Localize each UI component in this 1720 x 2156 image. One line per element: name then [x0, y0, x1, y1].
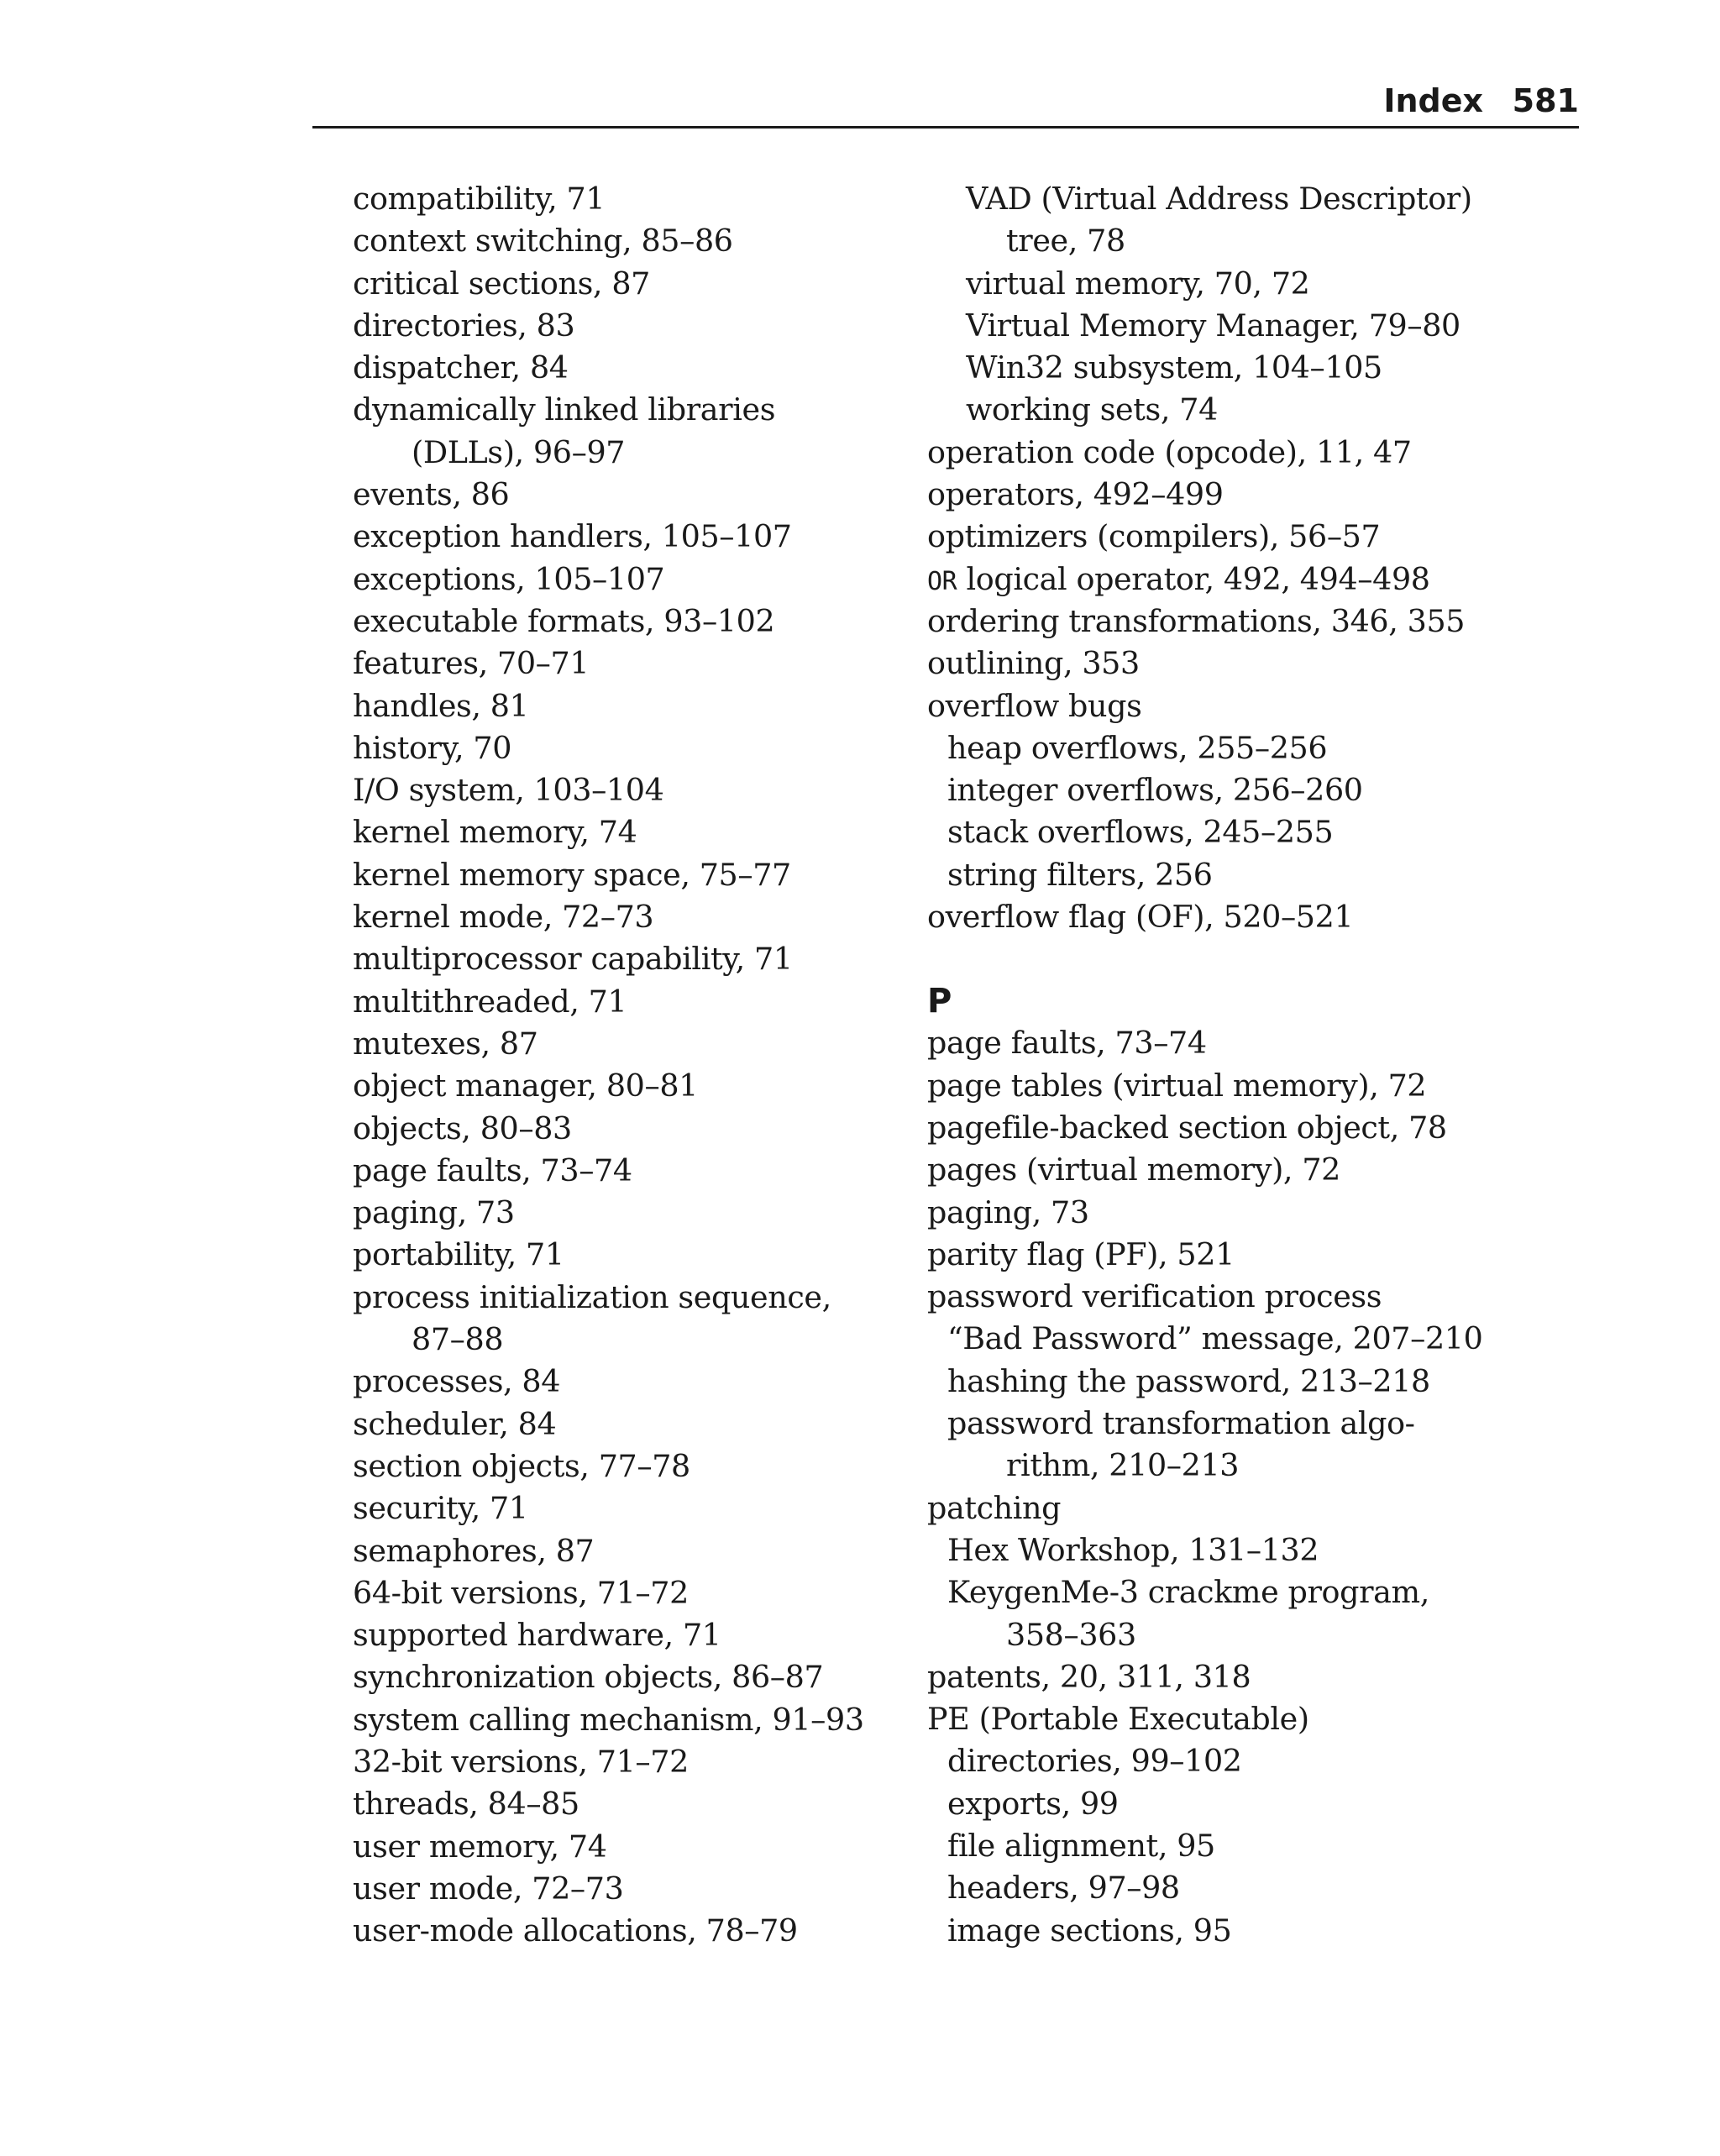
index-entry: kernel memory space, 75–77	[353, 856, 791, 893]
index-subentry: working sets, 74	[966, 391, 1218, 428]
index-entry: multithreaded, 71	[353, 983, 627, 1020]
index-entry: portability, 71	[353, 1236, 564, 1273]
index-entry: threads, 84–85	[353, 1786, 579, 1823]
index-entry: process initialization sequence,	[353, 1278, 831, 1315]
index-entry: mutexes, 87	[353, 1025, 538, 1062]
index-entry: paging, 73	[353, 1194, 515, 1231]
index-entry: section objects, 77–78	[353, 1447, 690, 1484]
index-entry: scheduler, 84	[353, 1405, 557, 1442]
index-entry: patents, 20, 311, 318	[927, 1658, 1251, 1695]
index-entry: operators, 492–499	[927, 476, 1224, 513]
index-subentry: string filters, 256	[947, 856, 1213, 893]
index-entry: 64-bit versions, 71–72	[353, 1574, 689, 1611]
index-subentry: “Bad Password” message, 207–210	[947, 1320, 1483, 1357]
index-subentry: KeygenMe-3 crackme program,	[947, 1574, 1429, 1611]
index-entry: semaphores, 87	[353, 1532, 595, 1569]
index-entry: history, 70	[353, 729, 512, 766]
index-entry: PE (Portable Executable)	[927, 1701, 1309, 1738]
index-subentry: virtual memory, 70, 72	[966, 265, 1310, 302]
index-entry-text: logical operator, 492, 494–498	[957, 560, 1430, 597]
index-entry: security, 71	[353, 1490, 528, 1527]
index-entry: objects, 80–83	[353, 1109, 572, 1146]
running-header	[312, 77, 1579, 129]
index-entry: executable formats, 93–102	[353, 602, 775, 639]
index-entry: features, 70–71	[353, 645, 590, 682]
index-entry: paging, 73	[927, 1193, 1089, 1230]
index-entry: user mode, 72–73	[353, 1870, 624, 1907]
index-entry: parity flag (PF), 521	[927, 1235, 1235, 1272]
index-entry-continuation: 87–88	[412, 1321, 504, 1358]
index-entry-continuation: tree, 78	[1006, 223, 1125, 260]
index-entry: synchronization objects, 86–87	[353, 1659, 824, 1696]
index-entry: I/O system, 103–104	[353, 772, 664, 809]
index-entry-continuation: rithm, 210–213	[1006, 1447, 1240, 1484]
index-entry: kernel mode, 72–73	[353, 899, 654, 936]
index-entry: outlining, 353	[927, 645, 1140, 682]
index-entry: kernel memory, 74	[353, 814, 637, 851]
index-entry: page faults, 73–74	[353, 1151, 632, 1188]
index-subentry: Win32 subsystem, 104–105	[966, 349, 1382, 386]
index-entry: 32-bit versions, 71–72	[353, 1743, 689, 1780]
index-entry: pagefile-backed section object, 78	[927, 1109, 1447, 1146]
index-subentry: headers, 97–98	[947, 1870, 1180, 1907]
index-entry: page faults, 73–74	[927, 1025, 1207, 1062]
index-entry: dispatcher, 84	[353, 349, 569, 386]
index-entry: events, 86	[353, 476, 510, 513]
index-entry: user memory, 74	[353, 1828, 607, 1865]
index-subentry: stack overflows, 245–255	[947, 814, 1334, 851]
page-number: 581	[1512, 82, 1579, 119]
section-letter-heading: P	[927, 982, 952, 1021]
header-title: Index	[1383, 82, 1483, 119]
index-entry: system calling mechanism, 91–93	[353, 1701, 864, 1738]
index-subentry: integer overflows, 256–260	[947, 772, 1363, 809]
index-entry: exception handlers, 105–107	[353, 518, 792, 555]
index-entry: user-mode allocations, 78–79	[353, 1912, 798, 1949]
index-entry: compatibility, 71	[353, 181, 606, 217]
index-entry: password verification process	[927, 1278, 1382, 1315]
index-entry: page tables (virtual memory), 72	[927, 1067, 1427, 1104]
section-gap	[927, 938, 1515, 980]
index-entry: exceptions, 105–107	[353, 560, 665, 597]
index-entry-continuation: (DLLs), 96–97	[412, 433, 626, 470]
index-subentry: exports, 99	[947, 1785, 1119, 1822]
index-subentry: directories, 99–102	[947, 1743, 1242, 1780]
index-entry: overflow bugs	[927, 687, 1142, 724]
index-entry: ordering transformations, 346, 355	[927, 602, 1466, 639]
index-entry: patching	[927, 1489, 1062, 1526]
index-entry: context switching, 85–86	[353, 223, 733, 260]
index-entry: operation code (opcode), 11, 47	[927, 433, 1412, 470]
index-entry: pages (virtual memory), 72	[927, 1151, 1340, 1188]
index-subentry: hashing the password, 213–218	[947, 1362, 1430, 1399]
index-entry: dynamically linked libraries	[353, 391, 776, 428]
index-subentry: file alignment, 95	[947, 1827, 1215, 1864]
index-subentry: VAD (Virtual Address Descriptor)	[966, 181, 1472, 217]
index-entry: object manager, 80–81	[353, 1068, 698, 1104]
index-column-right	[927, 178, 1515, 1952]
index-entry: supported hardware, 71	[353, 1617, 721, 1654]
index-subentry: Virtual Memory Manager, 79–80	[966, 307, 1460, 344]
index-entry: processes, 84	[353, 1363, 561, 1400]
index-subentry: image sections, 95	[947, 1912, 1232, 1949]
index-entry: multiprocessor capability, 71	[353, 941, 793, 978]
index-entry: critical sections, 87	[353, 265, 650, 302]
index-entry-continuation: 358–363	[1006, 1616, 1136, 1653]
index-entry: directories, 83	[353, 307, 575, 344]
or-operator-code: OR	[927, 566, 957, 596]
index-subentry: heap overflows, 255–256	[947, 729, 1328, 766]
index-subentry: Hex Workshop, 131–132	[947, 1531, 1319, 1568]
index-subentry: password transformation algo-	[947, 1405, 1415, 1442]
index-entry: handles, 81	[353, 687, 529, 724]
index-entry	[927, 559, 1515, 601]
index-entry: overflow flag (OF), 520–521	[927, 899, 1354, 936]
index-entry: optimizers (compilers), 56–57	[927, 518, 1381, 555]
index-column-left	[353, 178, 873, 1952]
